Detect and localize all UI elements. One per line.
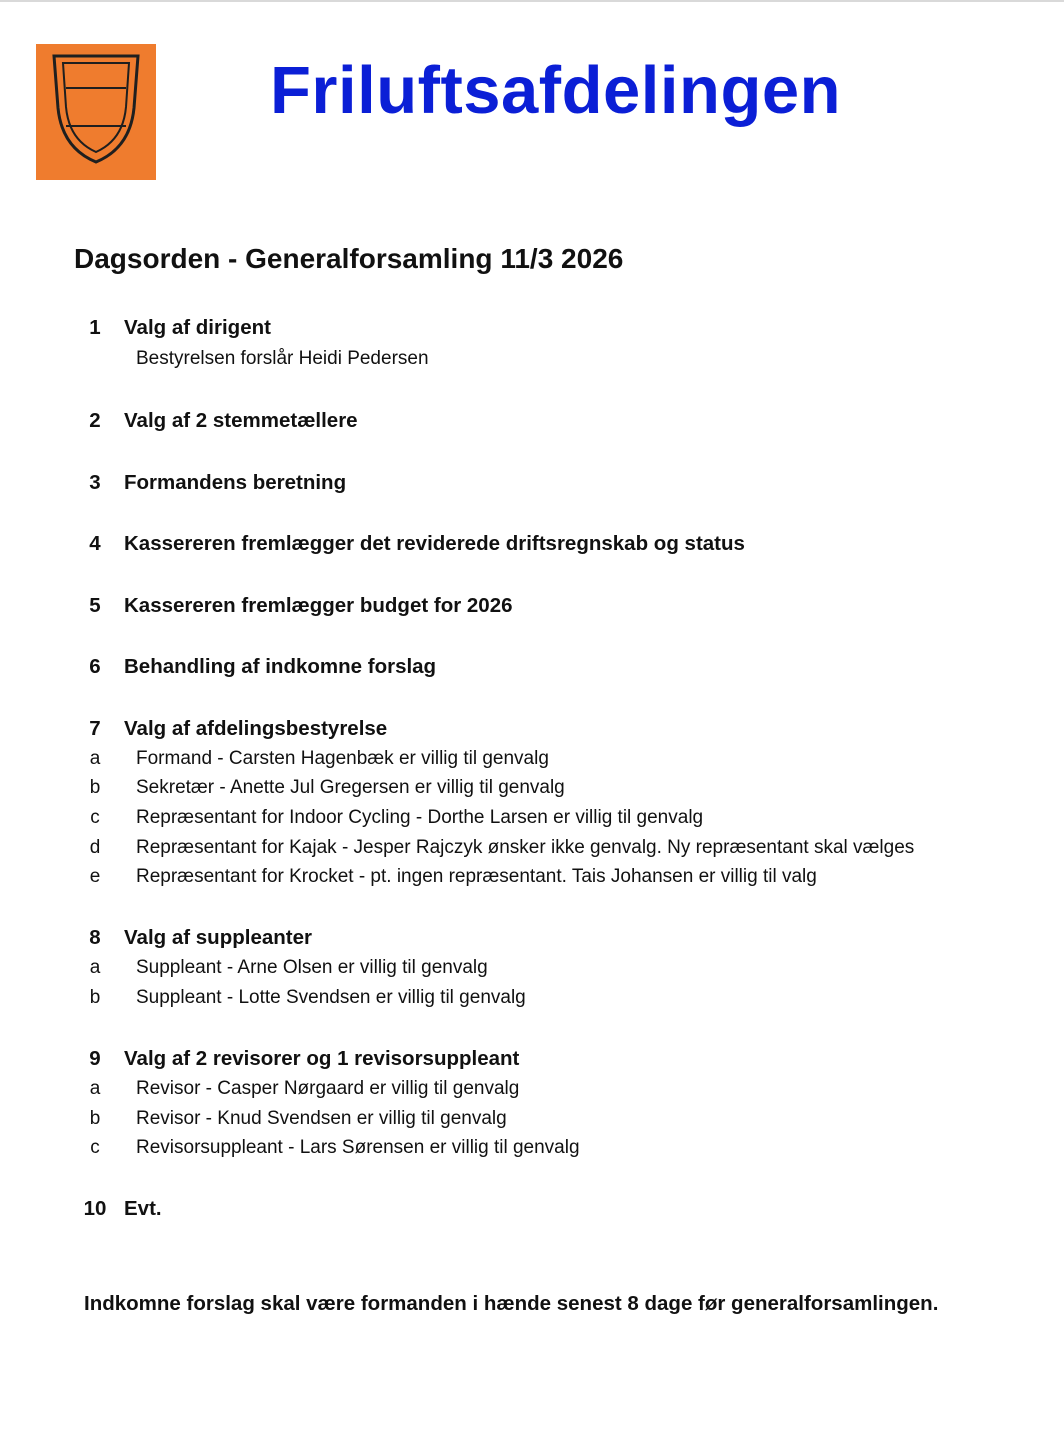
agenda-item-title: Behandling af indkomne forslag [124,655,437,678]
agenda-item-note: Bestyrelsen forslår Heidi Pedersen [136,348,429,369]
subitem-text: Formand - Carsten Hagenbæk er villig til genvalg [136,748,549,769]
page-title: Friluftsafdelingen [270,53,842,128]
subitem-text: Revisorsuppleant - Lars Sørensen er villig til genvalg [136,1137,580,1158]
agenda-item-number: 8 [89,926,101,949]
agenda-item-title: Formandens beretning [124,471,347,494]
subitem-text: Repræsentant for Krocket - pt. ingen repræsentant. Tais Johansen er villig til valg [136,866,817,887]
agenda-item-title: Kassereren fremlægger budget for 2026 [124,594,513,617]
agenda-item-title: Evt. [124,1197,162,1220]
subitem-text: Revisor - Casper Nørgaard er villig til genvalg [136,1078,520,1099]
subitem-letter: b [89,777,101,798]
agenda-item-number: 2 [89,409,101,432]
agenda-item-title: Valg af suppleanter [124,926,312,949]
agenda-item-title: Kassereren fremlægger det reviderede driftsregnskab og status [124,532,745,555]
agenda-item-title: Valg af 2 stemmetællere [124,409,358,432]
subitem-letter: b [89,1108,101,1129]
subitem-letter: a [89,748,101,769]
subitem-letter: c [90,807,100,828]
footer-note: Indkomne forslag skal være formanden i hænde senest 8 dage før generalforsamlingen. [84,1292,939,1315]
subitem-letter: b [89,987,101,1008]
subitem-letter: a [89,1078,101,1099]
subitem-letter: e [89,866,101,887]
subitem-letter: d [89,837,101,858]
subitem-text: Repræsentant for Kajak - Jesper Rajczyk ønsker ikke genvalg. Ny repræsentant skal vælges [136,837,915,858]
agenda-item-number: 3 [89,471,101,494]
agenda-item-number: 5 [89,594,101,617]
club-logo [36,44,156,180]
club-crest-icon [36,44,156,180]
subitem-text: Suppleant - Lotte Svendsen er villig til genvalg [136,987,526,1008]
subitem-text: Sekretær - Anette Jul Gregersen er villig til genvalg [136,777,565,798]
agenda-item-number: 4 [89,532,101,555]
agenda-item-number: 7 [89,717,101,740]
agenda-item-title: Valg af 2 revisorer og 1 revisorsuppleant [124,1047,520,1070]
subitem-text: Suppleant - Arne Olsen er villig til genvalg [136,957,488,978]
subitem-text: Revisor - Knud Svendsen er villig til genvalg [136,1108,507,1129]
subitem-text: Repræsentant for Indoor Cycling - Dorthe Larsen er villig til genvalg [136,807,704,828]
agenda-item-number: 10 [83,1197,107,1220]
agenda-item-number: 9 [89,1047,101,1070]
agenda-item-title: Valg af afdelingsbestyrelse [124,717,388,740]
agenda-item-number: 6 [89,655,101,678]
agenda-item-number: 1 [89,316,101,339]
agenda-heading: Dagsorden - Generalforsamling 11/3 2026 [74,243,624,274]
subitem-letter: a [89,957,101,978]
agenda-item-title: Valg af dirigent [124,316,271,339]
top-divider [0,0,1064,2]
subitem-letter: c [90,1137,100,1158]
